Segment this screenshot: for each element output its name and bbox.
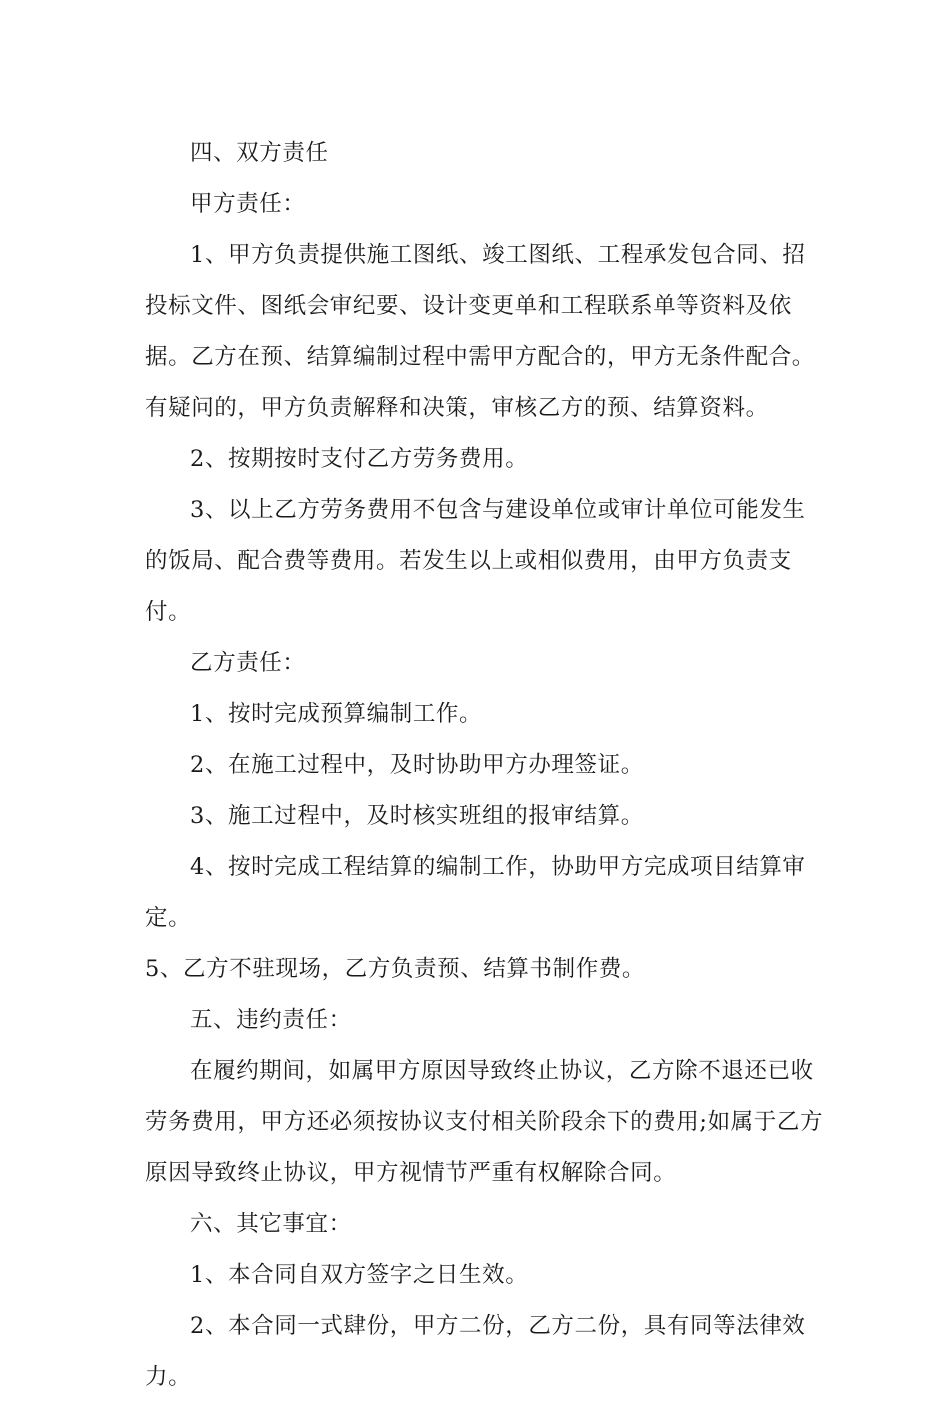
section-heading: 五、违约责任：: [190, 1007, 352, 1033]
list-item: 4、按时完成工程结算的编制工作，协助甲方完成项目结算审定。: [145, 854, 806, 931]
section-heading: 四、双方责任: [190, 140, 329, 166]
list-item: 1、本合同自双方签字之日生效。: [190, 1262, 529, 1288]
document-body: [145, 128, 825, 1403]
list-item: 1、甲方负责提供施工图纸、竣工图纸、工程承发包合同、招投标文件、图纸会审纪要、设计变更单和工程联系单等资料及依据。乙方在预、结算编制过程中需甲方配合的，甲方无条件配合。有疑问的，甲方负责解释和决策，审核乙方的预、结算资料。: [145, 242, 815, 421]
list-item: 1、按时完成预算编制工作。: [190, 701, 483, 727]
list-item: 5、乙方不驻现场，乙方负责预、结算书制作费。: [145, 956, 646, 982]
subsection-heading: 乙方责任：: [190, 650, 306, 676]
subsection-heading: 甲方责任：: [190, 191, 306, 217]
list-item: 2、按期按时支付乙方劳务费用。: [190, 446, 529, 472]
list-item: 2、在施工过程中，及时协助甲方办理签证。: [190, 752, 644, 778]
list-item: 3、以上乙方劳务费用不包含与建设单位或审计单位可能发生的饭局、配合费等费用。若发生以上或相似费用，由甲方负责支付。: [145, 497, 806, 625]
list-item: 2、本合同一式肆份，甲方二份，乙方二份，具有同等法律效力。: [145, 1313, 806, 1390]
list-item: 3、施工过程中，及时核实班组的报审结算。: [190, 803, 644, 829]
section-heading: 六、其它事宜：: [190, 1211, 352, 1237]
body-paragraph: 在履约期间，如属甲方原因导致终止协议，乙方除不退还已收劳务费用，甲方还必须按协议支付相关阶段余下的费用;如属于乙方原因导致终止协议，甲方视情节严重有权解除合同。: [145, 1058, 824, 1186]
